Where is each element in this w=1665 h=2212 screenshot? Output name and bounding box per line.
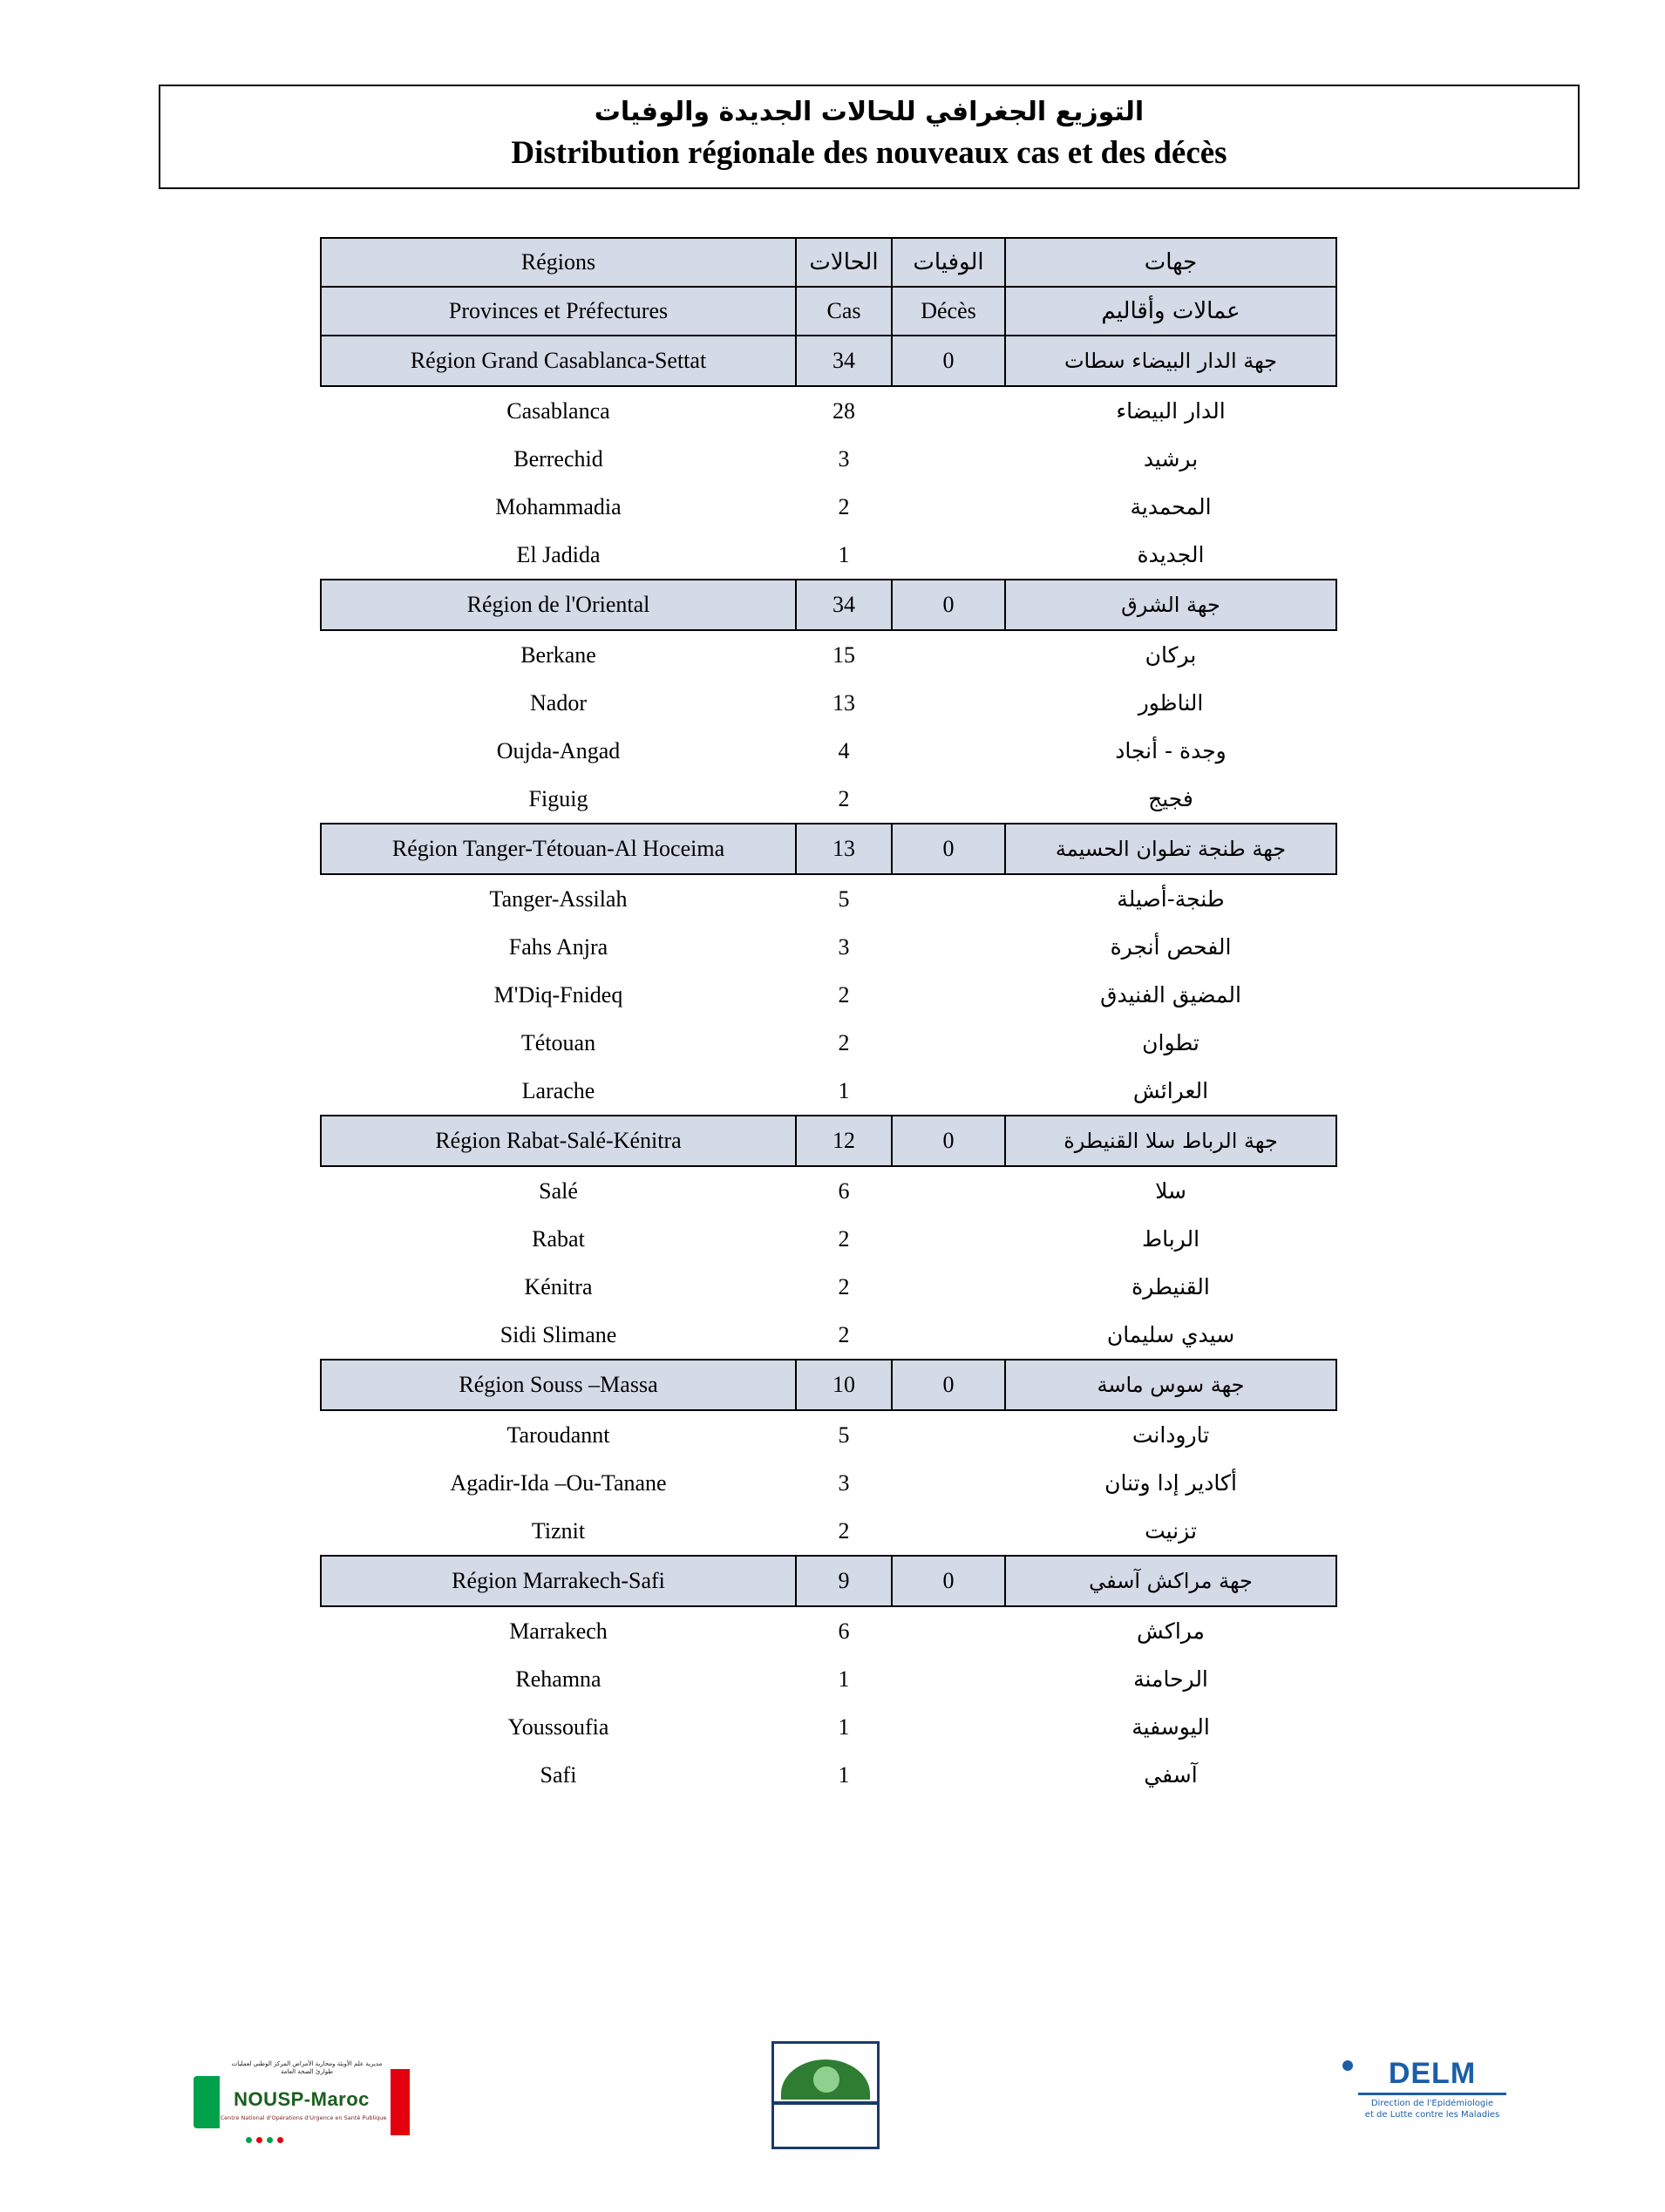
header-cas-fr: Cas: [796, 287, 892, 336]
cell-cases: 5: [796, 874, 892, 923]
region-row: [321, 580, 1336, 630]
cell-name-ar: اليوسفية: [1005, 1703, 1336, 1751]
cell-name-fr: Figuig: [321, 775, 796, 824]
cell-name-ar: المحمدية: [1005, 483, 1336, 531]
cell-name-fr: Taroudannt: [321, 1410, 796, 1459]
province-row: [321, 923, 1336, 971]
nousp-name: NOUSP-Maroc: [234, 2088, 370, 2110]
cell-cases: 2: [796, 1311, 892, 1360]
province-row: [321, 1215, 1336, 1263]
cell-deaths: [892, 679, 1005, 727]
delm-logo: [1332, 2057, 1532, 2140]
cell-deaths: 0: [892, 1116, 1005, 1166]
cell-name-fr: Nador: [321, 679, 796, 727]
cell-name-ar: الرحامنة: [1005, 1655, 1336, 1703]
delm-subtitle-1: Direction de l'Epidémiologie: [1370, 2099, 1494, 2108]
cell-name-ar: طنجة-أصيلة: [1005, 874, 1336, 923]
province-row: [321, 727, 1336, 775]
cell-deaths: [892, 1311, 1005, 1360]
cell-name-fr: Berrechid: [321, 435, 796, 483]
cell-name-fr: Rehamna: [321, 1655, 796, 1703]
cell-cases: 1: [796, 1703, 892, 1751]
cell-deaths: 0: [892, 580, 1005, 630]
nousp-logo: [194, 2057, 420, 2140]
cell-cases: 10: [796, 1360, 892, 1410]
province-row: [321, 1703, 1336, 1751]
cell-name-ar: الرباط: [1005, 1215, 1336, 1263]
cell-cases: 2: [796, 775, 892, 824]
cell-cases: 34: [796, 336, 892, 386]
cell-deaths: [892, 1215, 1005, 1263]
cell-cases: 5: [796, 1410, 892, 1459]
region-row: [321, 1116, 1336, 1166]
cell-deaths: [892, 1263, 1005, 1311]
cell-name-ar: سلا: [1005, 1166, 1336, 1215]
cell-deaths: [892, 1166, 1005, 1215]
region-row: [321, 1360, 1336, 1410]
province-row: [321, 1459, 1336, 1507]
cell-cases: 1: [796, 531, 892, 580]
cell-deaths: [892, 1606, 1005, 1655]
cell-name-fr: Région Marrakech-Safi: [321, 1556, 796, 1606]
cell-cases: 12: [796, 1116, 892, 1166]
cell-cases: 2: [796, 1019, 892, 1067]
cell-cases: 2: [796, 1263, 892, 1311]
nousp-subtitle: Centre National d'Opérations d'Urgence en Santé Publique: [220, 2114, 387, 2121]
cell-name-ar: وجدة - أنجاد: [1005, 727, 1336, 775]
distribution-table: [320, 237, 1337, 1799]
cell-deaths: [892, 1410, 1005, 1459]
cell-cases: 13: [796, 679, 892, 727]
cell-name-fr: Youssoufia: [321, 1703, 796, 1751]
delm-name: DELM: [1388, 2057, 1477, 2090]
cell-deaths: [892, 1507, 1005, 1556]
cell-name-fr: Sidi Slimane: [321, 1311, 796, 1360]
cell-deaths: [892, 435, 1005, 483]
nousp-arabic-text: مديرية علم الأوبئة ومحاربة الأمراض المركز الوطني لعمليات طوارئ الصحة العامة: [231, 2060, 383, 2075]
cell-deaths: [892, 1703, 1005, 1751]
cell-name-ar: جهة الدار البيضاء سطات: [1005, 336, 1336, 386]
province-row: [321, 483, 1336, 531]
cell-name-fr: Région Rabat-Salé-Kénitra: [321, 1116, 796, 1166]
province-row: [321, 1507, 1336, 1556]
cell-name-fr: Marrakech: [321, 1606, 796, 1655]
header-amalat-ar: عمالات وأقاليم: [1005, 287, 1336, 336]
cell-cases: 13: [796, 824, 892, 874]
province-row: [321, 775, 1336, 824]
cell-name-ar: الجديدة: [1005, 531, 1336, 580]
province-row: [321, 386, 1336, 435]
header-jihat-ar: جهات: [1005, 238, 1336, 287]
delm-subtitle-2: et de Lutte contre les Maladies: [1364, 2110, 1500, 2120]
province-row: [321, 1751, 1336, 1799]
cell-name-ar: القنيطرة: [1005, 1263, 1336, 1311]
nousp-dots: [246, 2132, 350, 2139]
ministry-health-logo: [771, 2041, 880, 2149]
header-deces-ar: الوفيات: [892, 238, 1005, 287]
cell-name-ar: الناظور: [1005, 679, 1336, 727]
cell-cases: 28: [796, 386, 892, 435]
province-row: [321, 1410, 1336, 1459]
cell-name-fr: M'Diq-Fnideq: [321, 971, 796, 1019]
cell-deaths: [892, 531, 1005, 580]
cell-name-fr: Larache: [321, 1067, 796, 1116]
cell-name-fr: El Jadida: [321, 531, 796, 580]
cell-name-fr: Casablanca: [321, 386, 796, 435]
province-row: [321, 630, 1336, 679]
cell-deaths: [892, 1019, 1005, 1067]
cell-name-fr: Salé: [321, 1166, 796, 1215]
cell-deaths: [892, 727, 1005, 775]
cell-name-ar: آسفي: [1005, 1751, 1336, 1799]
cell-deaths: 0: [892, 1556, 1005, 1606]
cell-cases: 4: [796, 727, 892, 775]
cell-name-fr: Région Souss –Massa: [321, 1360, 796, 1410]
province-row: [321, 1263, 1336, 1311]
cell-cases: 34: [796, 580, 892, 630]
cell-name-fr: Région de l'Oriental: [321, 580, 796, 630]
cell-name-fr: Agadir-Ida –Ou-Tanane: [321, 1459, 796, 1507]
cell-cases: 2: [796, 971, 892, 1019]
cell-cases: 6: [796, 1606, 892, 1655]
document-title-box: [159, 85, 1580, 189]
cell-deaths: [892, 775, 1005, 824]
cell-name-ar: الفحص أنجرة: [1005, 923, 1336, 971]
cell-name-fr: Région Grand Casablanca-Settat: [321, 336, 796, 386]
cell-deaths: [892, 1067, 1005, 1116]
province-row: [321, 1166, 1336, 1215]
cell-cases: 1: [796, 1067, 892, 1116]
cell-name-fr: Tanger-Assilah: [321, 874, 796, 923]
cell-deaths: [892, 1459, 1005, 1507]
region-row: [321, 336, 1336, 386]
title-french: Distribution régionale des nouveaux cas et des décès: [511, 135, 1227, 171]
header-deces-fr: Décès: [892, 287, 1005, 336]
cell-deaths: [892, 971, 1005, 1019]
cell-deaths: 0: [892, 1360, 1005, 1410]
cell-name-fr: Rabat: [321, 1215, 796, 1263]
cell-name-ar: المضيق الفنيدق: [1005, 971, 1336, 1019]
cell-name-ar: مراكش: [1005, 1606, 1336, 1655]
cell-name-ar: فجيج: [1005, 775, 1336, 824]
cell-cases: 2: [796, 1507, 892, 1556]
cell-name-fr: Région Tanger-Tétouan-Al Hoceima: [321, 824, 796, 874]
cell-cases: 9: [796, 1556, 892, 1606]
cell-cases: 2: [796, 483, 892, 531]
cell-deaths: [892, 386, 1005, 435]
header-regions: Régions: [321, 238, 796, 287]
footer-logos: [0, 2031, 1665, 2161]
logo-crescent-icon: [813, 2066, 839, 2093]
cell-deaths: [892, 923, 1005, 971]
cell-name-ar: جهة طنجة تطوان الحسيمة: [1005, 824, 1336, 874]
cell-name-ar: برشيد: [1005, 435, 1336, 483]
cell-name-fr: Tétouan: [321, 1019, 796, 1067]
cell-deaths: [892, 483, 1005, 531]
nousp-red-bar: [391, 2069, 410, 2135]
cell-name-fr: Tiznit: [321, 1507, 796, 1556]
region-row: [321, 824, 1336, 874]
cell-cases: 6: [796, 1166, 892, 1215]
cell-name-fr: Oujda-Angad: [321, 727, 796, 775]
delm-bar: [1358, 2093, 1506, 2095]
province-row: [321, 1606, 1336, 1655]
region-row: [321, 1556, 1336, 1606]
cell-deaths: [892, 630, 1005, 679]
province-row: [321, 874, 1336, 923]
cell-name-fr: Berkane: [321, 630, 796, 679]
cell-cases: 2: [796, 1215, 892, 1263]
delm-dot-icon: [1342, 2060, 1353, 2071]
cell-name-fr: Fahs Anjra: [321, 923, 796, 971]
cell-name-ar: أكادير إدا وتنان: [1005, 1459, 1336, 1507]
province-row: [321, 1067, 1336, 1116]
province-row: [321, 435, 1336, 483]
province-row: [321, 971, 1336, 1019]
cell-name-fr: Kénitra: [321, 1263, 796, 1311]
header-cas-ar: الحالات: [796, 238, 892, 287]
distribution-table-wrap: [320, 237, 1335, 1799]
cell-deaths: [892, 1751, 1005, 1799]
cell-deaths: [892, 1655, 1005, 1703]
cell-name-ar: الدار البيضاء: [1005, 386, 1336, 435]
cell-name-ar: تارودانت: [1005, 1410, 1336, 1459]
cell-name-ar: جهة الشرق: [1005, 580, 1336, 630]
province-row: [321, 1311, 1336, 1360]
cell-name-ar: جهة الرباط سلا القنيطرة: [1005, 1116, 1336, 1166]
table-header-row-1: [321, 238, 1336, 287]
cell-name-ar: جهة مراكش آسفي: [1005, 1556, 1336, 1606]
cell-deaths: 0: [892, 336, 1005, 386]
table-header-row-2: [321, 287, 1336, 336]
cell-cases: 3: [796, 923, 892, 971]
cell-name-ar: العرائش: [1005, 1067, 1336, 1116]
cell-deaths: [892, 874, 1005, 923]
title-arabic: التوزيع الجغرافي للحالات الجديدة والوفيات: [594, 97, 1145, 127]
cell-name-ar: سيدي سليمان: [1005, 1311, 1336, 1360]
province-row: [321, 1655, 1336, 1703]
cell-name-ar: تطوان: [1005, 1019, 1336, 1067]
cell-cases: 3: [796, 435, 892, 483]
cell-cases: 3: [796, 1459, 892, 1507]
cell-cases: 15: [796, 630, 892, 679]
logo-divider-line: [774, 2101, 877, 2105]
cell-deaths: 0: [892, 824, 1005, 874]
cell-cases: 1: [796, 1655, 892, 1703]
cell-cases: 1: [796, 1751, 892, 1799]
cell-name-ar: بركان: [1005, 630, 1336, 679]
header-provinces: Provinces et Préfectures: [321, 287, 796, 336]
province-row: [321, 531, 1336, 580]
province-row: [321, 679, 1336, 727]
cell-name-fr: Mohammadia: [321, 483, 796, 531]
province-row: [321, 1019, 1336, 1067]
cell-name-fr: Safi: [321, 1751, 796, 1799]
cell-name-ar: تزنيت: [1005, 1507, 1336, 1556]
cell-name-ar: جهة سوس ماسة: [1005, 1360, 1336, 1410]
